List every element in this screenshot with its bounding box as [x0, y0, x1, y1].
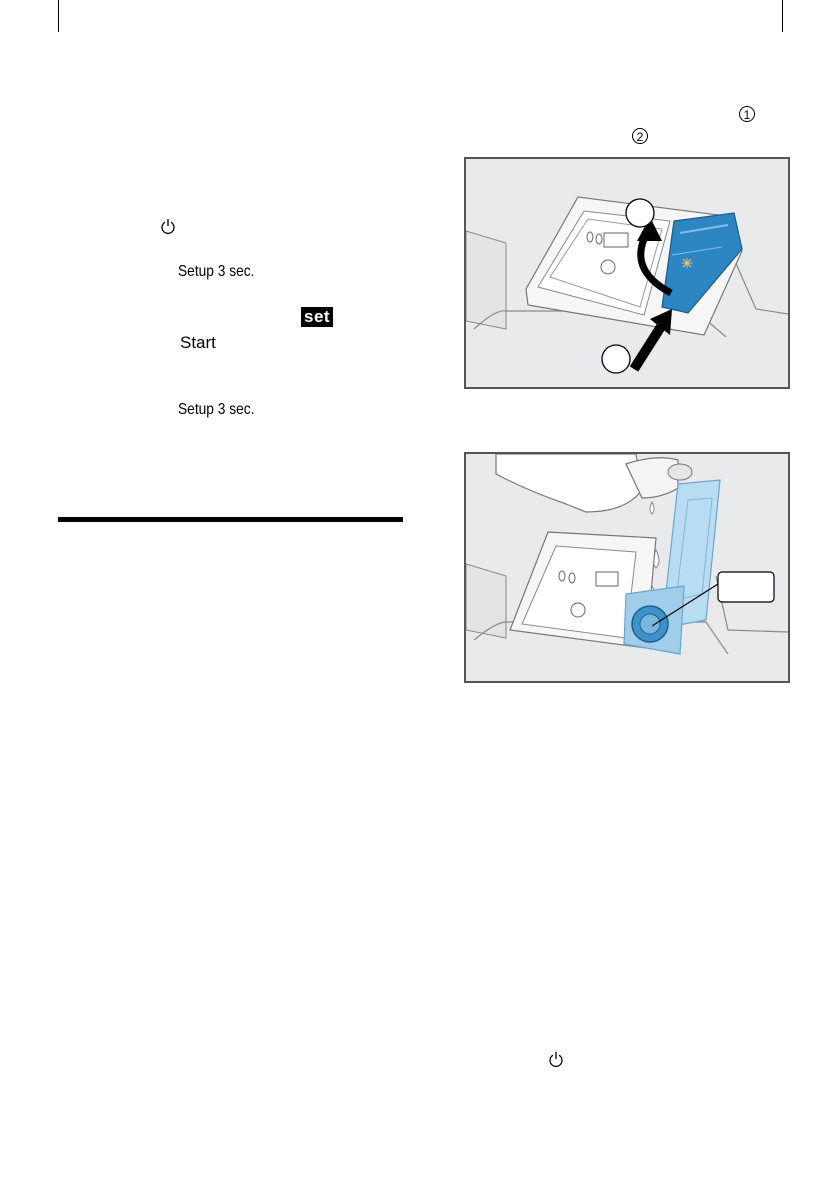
power-icon — [160, 218, 176, 236]
setup-3sec-label: Setup 3 sec. — [178, 263, 255, 280]
power-icon-bottom — [548, 1051, 564, 1069]
set-display-badge: set — [301, 307, 333, 327]
figure-open-rinse-aid-lid — [464, 157, 790, 389]
dispenser-illustration-open — [466, 159, 788, 387]
circled-number-1: 1 — [739, 106, 755, 122]
circled-number-2: 2 — [632, 128, 648, 144]
start-label: Start — [180, 333, 216, 352]
figure-pour-rinse-aid — [464, 452, 790, 683]
section-heading-rule — [58, 517, 403, 522]
crop-mark-top-left — [58, 0, 59, 32]
setup-3sec-label-2: Setup 3 sec. — [178, 401, 255, 418]
dispenser-illustration-filling — [466, 454, 788, 681]
crop-mark-top-right — [782, 0, 783, 32]
